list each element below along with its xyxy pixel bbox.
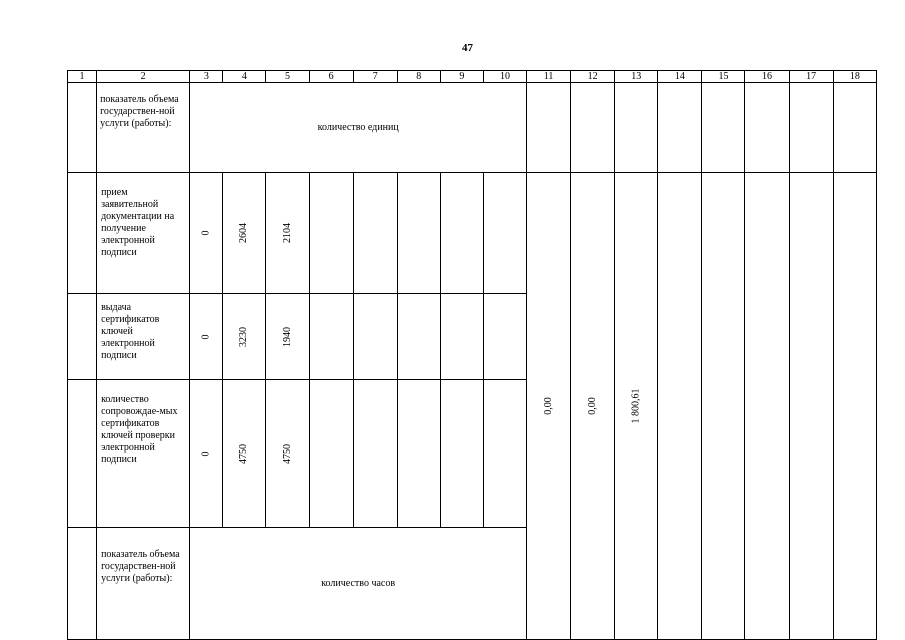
table-row [68, 173, 877, 294]
volume-units-label: показатель объема государствен-ной услуги (работы): [100, 94, 179, 129]
col-header: 10 [483, 71, 526, 83]
row-label: прием заявительной документации на получение электронной подписи [97, 173, 190, 294]
units-merged-cell: количество единиц [190, 83, 527, 173]
cell-value: 3230 [238, 326, 250, 347]
col-header: 5 [266, 71, 309, 83]
table-row [68, 83, 877, 173]
col-header: 6 [309, 71, 353, 83]
col-header: 18 [833, 71, 876, 83]
col-header: 9 [440, 71, 483, 83]
row-label: показатель объема государствен-ной услуги (работы): [97, 528, 190, 640]
col-header: 16 [745, 71, 789, 83]
cell-value: 0 [200, 451, 212, 456]
cell-value: 4750 [238, 443, 250, 464]
col-header: 14 [658, 71, 702, 83]
col-header: 7 [353, 71, 397, 83]
data-table [67, 70, 877, 640]
col-header: 2 [97, 71, 190, 83]
cell-value: 2104 [281, 223, 293, 243]
merged-value-c12: 0,00 [586, 397, 598, 415]
row-label: выдача сертификатов ключей электронной подписи [97, 294, 190, 380]
cell-value: 2604 [238, 223, 250, 243]
col-header: 13 [615, 71, 658, 83]
col-header: 15 [702, 71, 745, 83]
row-label [97, 83, 190, 173]
column-number-row [68, 71, 877, 83]
row-label: количество сопровождае-мых сертификатов ключей проверки электронной подписи [97, 380, 190, 528]
page-number: 47 [462, 42, 473, 54]
merged-value-c13: 1 800,61 [630, 388, 642, 424]
col-header: 17 [789, 71, 833, 83]
cell-value: 4750 [281, 443, 293, 464]
merged-value-c11: 0,00 [542, 397, 554, 415]
col-header: 4 [223, 71, 266, 83]
col-header: 12 [571, 71, 615, 83]
col-header: 11 [527, 71, 571, 83]
hours-merged-cell: количество часов [190, 528, 527, 640]
col-header: 3 [190, 71, 223, 83]
col-header: 1 [68, 71, 97, 83]
cell-value: 0 [200, 230, 212, 236]
cell-value: 0 [200, 334, 212, 339]
cell-value: 1940 [281, 326, 293, 347]
col-header: 8 [397, 71, 440, 83]
